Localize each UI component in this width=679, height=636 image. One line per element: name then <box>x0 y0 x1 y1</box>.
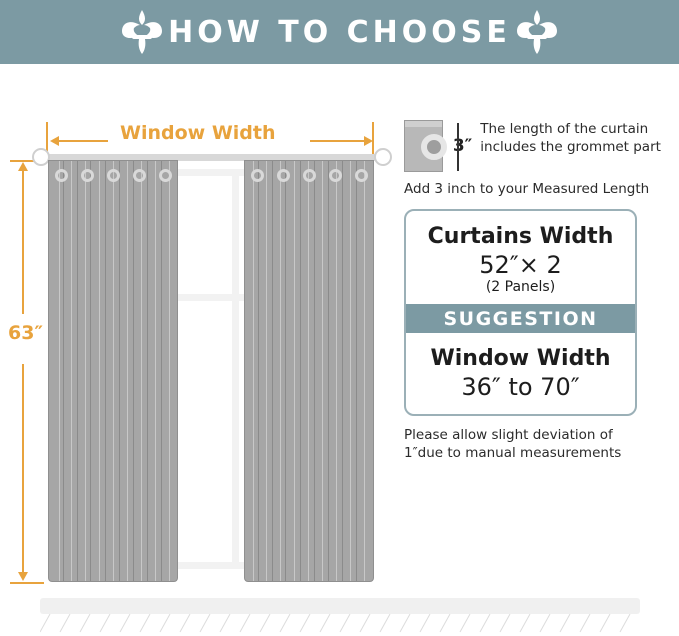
arrow-down-icon <box>18 572 28 581</box>
arrow-up-icon <box>18 162 28 171</box>
grommet-ring-icon <box>421 134 447 160</box>
grommet-closeup-image <box>404 120 443 172</box>
window-width-title: Window Width <box>430 346 611 371</box>
height-dimension-line-lower <box>22 364 24 578</box>
grommet-dimension-label: 3″ <box>452 136 473 156</box>
deviation-line-2: 1″due to manual measurements <box>404 445 622 462</box>
grommet-icon <box>159 169 172 182</box>
grommet-description: The length of the curtain includes the grommet part <box>480 121 661 155</box>
curtain-header-band <box>405 121 442 127</box>
height-dimension-line-upper <box>22 164 24 314</box>
curtains-width-title: Curtains Width <box>427 224 614 249</box>
curtain-panel-left <box>48 160 178 582</box>
window-mullion-vertical <box>232 176 239 562</box>
dimension-line-right <box>310 140 370 142</box>
grommet-icon <box>329 169 342 182</box>
curtain-height-label: 63″ <box>8 322 43 344</box>
curtains-width-value: 52″× 2 <box>479 251 562 279</box>
arrow-left-icon <box>50 136 59 146</box>
grommet-icon <box>355 169 368 182</box>
suggestion-box <box>404 209 637 416</box>
deviation-note <box>404 426 649 462</box>
deviation-line-1: Please allow slight deviation of <box>404 427 613 443</box>
grommet-icon <box>133 169 146 182</box>
floor-surface <box>40 598 640 614</box>
fleur-de-lis-icon <box>511 7 563 57</box>
dimension-line-left <box>52 140 108 142</box>
info-column <box>404 120 666 462</box>
grommet-icon <box>303 169 316 182</box>
window-width-dimension-label: Window Width <box>120 122 276 144</box>
grommet-icon <box>251 169 264 182</box>
grommet-icon <box>277 169 290 182</box>
arrow-right-icon <box>364 136 373 146</box>
grommet-note <box>404 120 666 172</box>
grommet-icon <box>55 169 68 182</box>
floor-shadow <box>40 614 640 634</box>
curtain-panel-right <box>244 160 374 582</box>
height-tick-bottom <box>10 582 44 584</box>
grommet-dimension-line <box>457 123 459 171</box>
window-width-range: 36″ to 70″ <box>461 373 580 401</box>
header-banner <box>0 0 679 64</box>
window-width-section <box>406 333 635 414</box>
add-length-note: Add 3 inch to your Measured Length <box>404 181 650 197</box>
curtains-width-panels: (2 Panels) <box>485 279 556 295</box>
suggestion-band-label: SUGGESTION <box>406 304 635 333</box>
grommet-icon <box>107 169 120 182</box>
curtain-diagram <box>0 64 400 584</box>
curtain-rod-finial-right <box>374 148 392 166</box>
grommet-icon <box>81 169 94 182</box>
curtains-width-section <box>406 211 635 304</box>
fleur-de-lis-icon <box>116 7 168 57</box>
page-title: HOW TO CHOOSE <box>168 14 511 50</box>
